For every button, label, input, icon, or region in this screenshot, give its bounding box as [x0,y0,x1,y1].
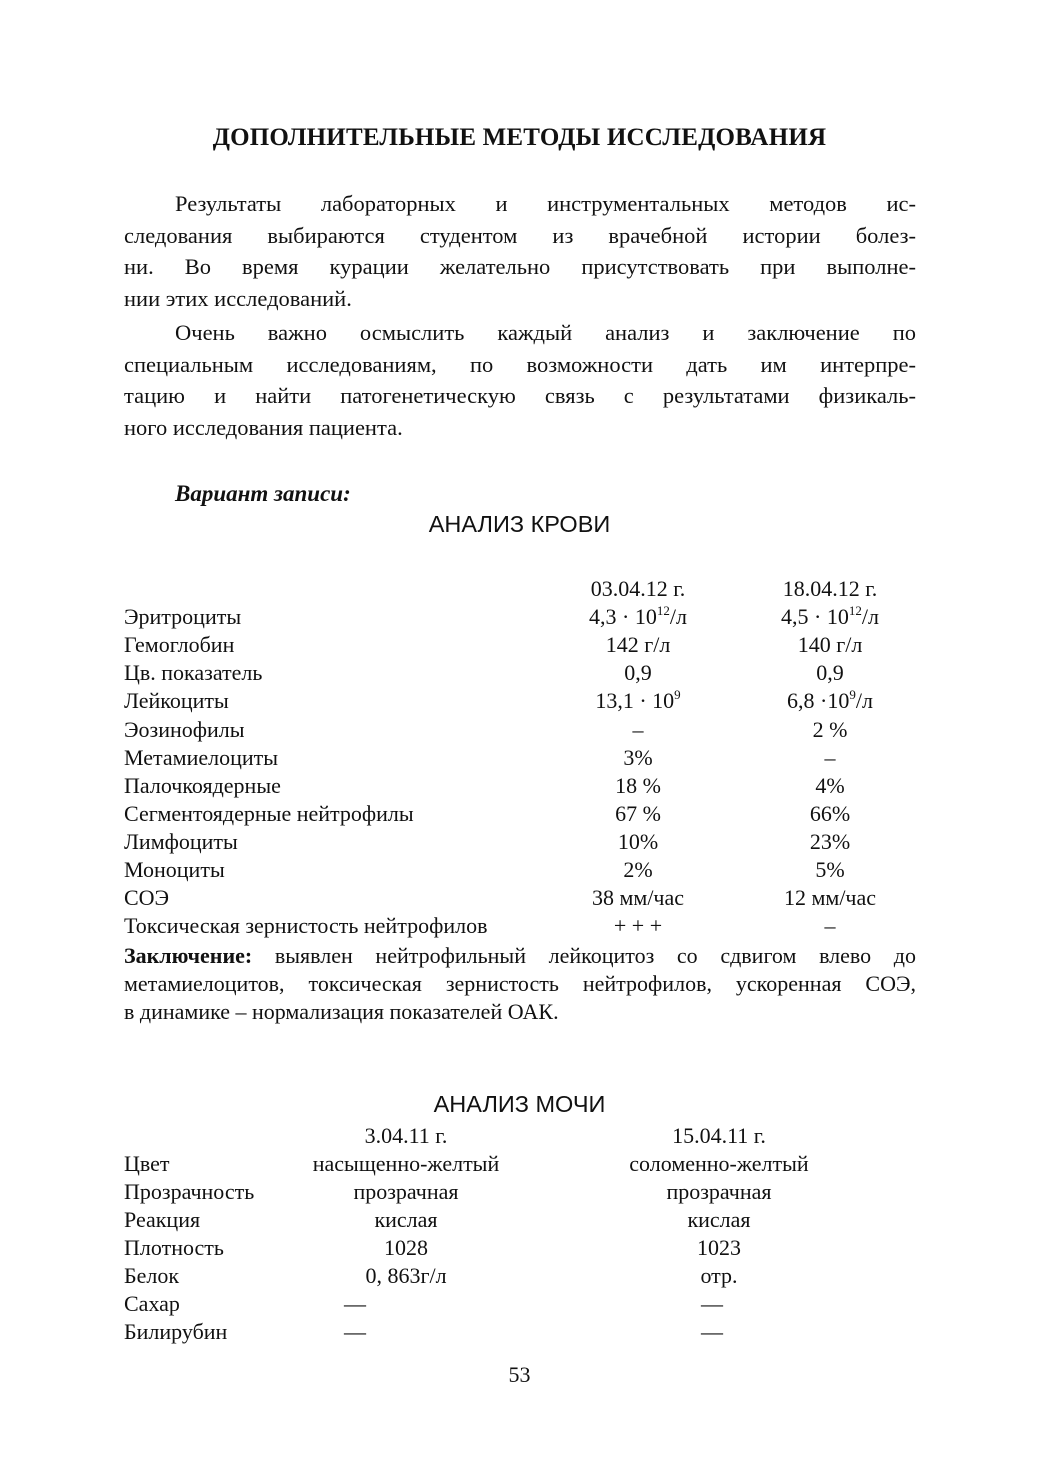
row-value-1 [538,744,738,772]
conclusion-line: в динамике – нормализация показателей ОАК. [124,999,559,1024]
section-heading: ДОПОЛНИТЕЛЬНЫЕ МЕТОДЫ ИССЛЕДОВАНИЯ [212,124,827,151]
value-text: 4% [815,772,845,798]
row-value-1 [538,603,738,631]
value-text: 4,3 · 10 [589,604,657,630]
value-text: – [632,716,644,742]
row-value-2: — [701,1291,723,1316]
row-label: Белок [124,1263,180,1288]
value-exponent: 9 [849,687,856,703]
value-unit: /л [855,688,873,714]
paragraph-2 [124,317,916,443]
row-value-1 [538,884,738,912]
date-column-1: 3.04.11 г. [364,1123,448,1148]
row-value-2: 1023 [697,1235,741,1260]
row-value-1 [538,912,738,940]
row-value-2 [730,772,930,800]
value-exponent: 12 [848,603,862,619]
paragraph-line: Результаты лабораторных и инструментальных методов ис- [175,191,916,216]
value-text: 0,9 [816,660,844,686]
page-number: 53 [508,1362,531,1387]
row-value-2: кислая [687,1207,751,1232]
row-label: Билирубин [124,1319,228,1344]
blood-conclusion [124,942,916,1026]
value-text: – [824,744,836,770]
row-value-2 [730,687,930,715]
row-value-1 [538,828,738,856]
table-row [0,603,1039,631]
value-text: 0,9 [624,660,652,686]
paragraph-line: нии этих исследований. [124,285,352,311]
row-value-2 [730,800,930,828]
row-label: Эритроциты [124,604,242,630]
paragraph-1 [124,188,916,314]
row-value-1 [538,687,738,715]
paragraph-line: тацию и найти патогенетическую связь с результатами физикаль- [124,383,916,408]
variant-label: Вариант записи: [175,481,351,506]
row-label: Метамиелоциты [124,744,279,770]
row-value-2 [730,659,930,687]
row-value-2 [730,856,930,884]
row-value-1 [538,631,738,659]
row-label: Моноциты [124,857,225,882]
table-row [0,1206,1039,1234]
row-value-1: 1028 [384,1235,428,1260]
table-row [0,1234,1039,1262]
table-row [0,1262,1039,1290]
row-label: Цв. показатель [124,660,263,686]
date-column-1: 03.04.12 г. [590,576,686,601]
row-value-2 [730,603,930,631]
value-text: 67 % [615,800,661,826]
row-label: СОЭ [124,885,170,911]
row-label: Эозинофилы [124,716,245,742]
date-column-2: 18.04.12 г. [782,576,878,601]
value-text: 140 г/л [797,632,863,658]
value-exponent: 9 [674,687,681,703]
row-label: Цвет [124,1151,170,1176]
table-row [0,1290,1039,1318]
table-row [0,716,1039,744]
row-value-1: — [344,1319,366,1344]
value-unit: /л [861,604,879,630]
row-value-2 [730,828,930,856]
value-text: 13,1 · 10 [595,688,675,714]
row-value-2: отр. [700,1263,738,1288]
value-text: – [824,913,836,939]
value-text: 3% [623,744,653,770]
table-row [0,828,1039,856]
conclusion-line [124,942,916,970]
value-text: 142 г/л [605,632,671,658]
row-value-1 [538,800,738,828]
row-label: Сахар [124,1291,180,1316]
value-text: 10% [617,828,659,854]
row-label: Реакция [124,1207,201,1232]
table-row [0,772,1039,800]
value-text: 66% [809,800,851,826]
row-value-2 [730,744,930,772]
table-row [0,1318,1039,1346]
table-row [0,744,1039,772]
value-text: 12 мм/час [783,885,877,911]
row-value-1: кислая [374,1207,438,1232]
row-label: Сегментоядерные нейтрофилы [124,800,414,826]
row-value-2: соломенно-желтый [629,1151,809,1176]
urine-date-header [0,1122,1039,1150]
value-unit: /л [669,604,687,630]
value-text: 5% [815,857,845,882]
row-value-1: насыщенно-желтый [312,1151,500,1176]
paragraph-line: ного исследования пациента. [124,414,403,440]
value-text: 2% [623,857,653,882]
table-row [0,884,1039,912]
value-text: + + + [613,913,663,939]
conclusion-line: метамиелоцитов, токсическая зернистость нейтрофилов, ускоренная СОЭ, [124,971,916,996]
row-value-2: прозрачная [666,1179,772,1204]
row-value-1 [538,856,738,884]
table-row [0,856,1039,884]
value-text: 23% [809,828,851,854]
table-row [0,1150,1039,1178]
row-value-1 [538,716,738,744]
value-text: 6,8 ·10 [787,688,850,714]
paragraph-line: специальным исследованиям, по возможности дать им интерпре- [124,351,916,377]
table-row [0,800,1039,828]
paragraph-line: ни. Во время курации желательно присутствовать при выполне- [124,254,916,279]
conclusion-text: выявлен нейтрофильный лейкоцитоз со сдвигом влево до [252,943,916,968]
row-label: Плотность [124,1235,224,1260]
row-value-1 [538,772,738,800]
row-value-2: — [701,1319,723,1344]
blood-analysis-title: АНАЛИЗ КРОВИ [428,511,611,537]
row-label: Гемоглобин [124,632,235,658]
date-column-2: 15.04.11 г. [672,1123,766,1148]
value-text: 4,5 · 10 [781,604,849,630]
conclusion-label: Заключение: [124,943,253,968]
value-text: 38 мм/час [591,885,685,911]
table-row [0,687,1039,715]
row-value-2 [730,884,930,912]
value-text: 2 % [812,716,848,742]
value-exponent: 12 [656,603,670,619]
row-label: Прозрачность [124,1179,255,1204]
table-row [0,1178,1039,1206]
row-label: Лейкоциты [124,688,229,714]
paragraph-line: следования выбираются студентом из врачебной истории болез- [124,222,916,248]
row-value-1: — [344,1291,366,1316]
row-label: Палочкоядерные [124,772,281,798]
urine-analysis-title: АНАЛИЗ МОЧИ [433,1091,606,1117]
table-row [0,912,1039,940]
paragraph-line: Очень важно осмыслить каждый анализ и заключение по [175,320,916,345]
row-value-1 [538,659,738,687]
value-text: 18 % [615,772,661,798]
row-value-2 [730,631,930,659]
blood-date-header [0,575,1039,603]
table-row [0,631,1039,659]
row-value-1: прозрачная [353,1179,459,1204]
row-value-2 [730,912,930,940]
row-value-1: 0, 863г/л [365,1263,447,1288]
row-label: Токсическая зернистость нейтрофилов [124,913,488,939]
row-label: Лимфоциты [124,828,238,854]
row-value-2 [730,716,930,744]
table-row [0,659,1039,687]
